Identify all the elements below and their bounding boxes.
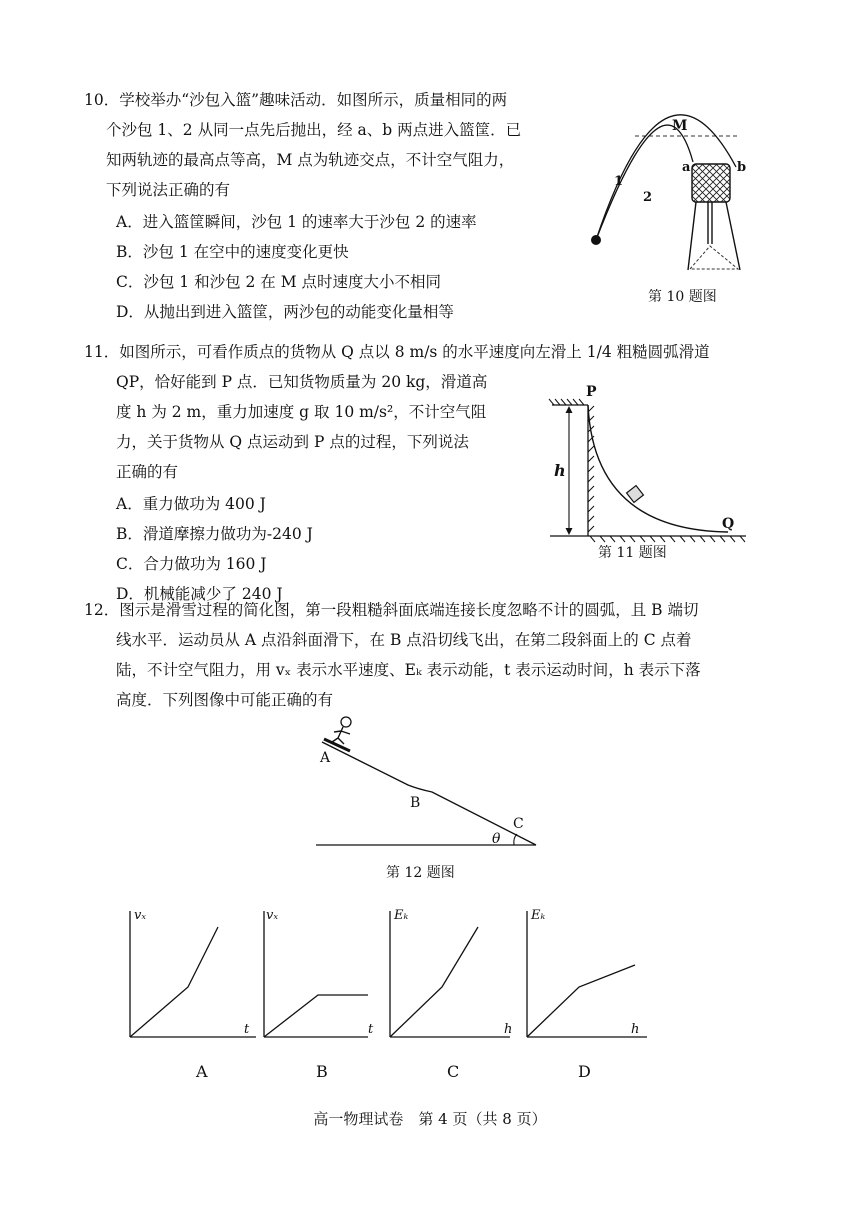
graph-option-label-b: B xyxy=(316,1062,328,1081)
label-theta: θ xyxy=(492,831,501,847)
graph-d-ylabel: Eₖ xyxy=(531,908,546,923)
q10-line-3: 知两轨迹的最高点等高，M 点为轨迹交点，不计空气阻力， xyxy=(106,151,515,169)
arc-slide-qp xyxy=(588,405,728,532)
graph-d-curve xyxy=(527,965,635,1037)
q11-line-5: 正确的有 xyxy=(116,463,179,481)
label-2: 2 xyxy=(643,190,653,205)
graph-b-curve xyxy=(264,995,368,1037)
label-a-point: A xyxy=(320,750,331,766)
q12-option-graph-b[interactable] xyxy=(252,905,392,1045)
q12-line-2: 线水平．运动员从 A 点沿斜面滑下，在 B 点沿切线飞出，在第二段斜面上的 C 点着 xyxy=(116,631,692,649)
q11-line-3: 度 h 为 2 m，重力加速度 g 取 10 m/s²，不计空气阻 xyxy=(116,403,487,421)
q10-option-a[interactable]: A．进入篮筐瞬间，沙包 1 的速率大于沙包 2 的速率 xyxy=(116,213,477,231)
q11-figure xyxy=(550,380,750,540)
q10-line-4: 下列说法正确的有 xyxy=(106,181,231,199)
q11-line-2: QP，恰好能到 P 点．已知货物质量为 20 kg，滑道高 xyxy=(116,373,488,391)
graph-option-label-a: A xyxy=(196,1062,208,1081)
basket xyxy=(692,164,730,202)
graph-a-xlabel: t xyxy=(244,1022,250,1037)
q10-option-b[interactable]: B．沙包 1 在空中的速度变化更快 xyxy=(116,243,349,261)
label-b-point: B xyxy=(410,795,421,811)
top-ledge-hatch xyxy=(549,399,584,405)
graph-c-curve xyxy=(390,927,478,1037)
page-footer: 高一物理试卷 第 4 页（共 8 页） xyxy=(313,1110,547,1128)
cargo-box xyxy=(627,486,644,503)
label-p: P xyxy=(586,384,597,400)
q12-option-graph-a[interactable] xyxy=(118,905,258,1045)
label-q: Q xyxy=(722,516,735,532)
graph-option-label-c: C xyxy=(447,1062,460,1081)
q10-option-d[interactable]: D．从抛出到进入篮筐，两沙包的动能变化量相等 xyxy=(116,303,454,321)
q11-line-4: 力，关于货物从 Q 点运动到 P 点的过程，下列说法 xyxy=(116,433,469,451)
q12-line-3: 陆，不计空气阻力，用 vₓ 表示水平速度、Eₖ 表示动能，t 表示运动时间，h 表示下落 xyxy=(116,661,701,679)
q10-figure-caption: 第 10 题图 xyxy=(648,289,717,305)
q12-option-graph-d[interactable] xyxy=(515,905,655,1045)
graph-a-curve xyxy=(130,927,218,1037)
graph-option-label-d: D xyxy=(578,1062,591,1081)
q10-line-2: 个沙包 1、2 从同一点先后抛出，经 a、b 两点进入篮筐．已 xyxy=(106,121,522,139)
q12-line-4: 高度．下列图像中可能正确的有 xyxy=(116,691,334,709)
label-b: b xyxy=(737,160,747,175)
q11-line-1: 11．如图所示，可看作质点的货物从 Q 点以 8 m/s 的水平速度向左滑上 1/4 粗糙圆弧滑道 xyxy=(84,343,710,361)
stand-base-dashed xyxy=(690,246,738,269)
q12-figure xyxy=(310,712,550,852)
graph-a-ylabel: vₓ xyxy=(134,908,146,923)
graph-c-xlabel: h xyxy=(504,1022,513,1037)
graph-c-ylabel: Eₖ xyxy=(394,908,409,923)
label-m: M xyxy=(672,118,688,134)
graph-d-xlabel: h xyxy=(631,1022,640,1037)
q12-figure-caption: 第 12 题图 xyxy=(386,865,455,881)
q10-figure xyxy=(580,112,780,287)
q12-option-graph-c[interactable] xyxy=(378,905,518,1045)
trajectory-2 xyxy=(596,125,693,240)
launch-point-dot xyxy=(591,235,601,245)
q10-option-c[interactable]: C．沙包 1 和沙包 2 在 M 点时速度大小不相同 xyxy=(116,273,442,291)
wall-hatch xyxy=(588,406,594,532)
basket-stand xyxy=(688,202,740,270)
q10-line-1: 10．学校举办“沙包入篮”趣味活动．如图所示，质量相同的两 xyxy=(84,91,508,109)
graph-b-xlabel: t xyxy=(368,1022,374,1037)
q11-option-a[interactable]: A．重力做功为 400 J xyxy=(116,495,266,513)
slope-profile xyxy=(322,742,536,845)
label-h: h xyxy=(554,461,566,480)
skier-figure xyxy=(324,717,351,751)
graph-b-ylabel: vₓ xyxy=(266,908,278,923)
q11-option-c[interactable]: C．合力做功为 160 J xyxy=(116,555,267,573)
q11-option-b[interactable]: B．滑道摩擦力做功为-240 J xyxy=(116,525,313,543)
label-c-point: C xyxy=(513,816,524,832)
q11-option-d[interactable]: D．机械能减少了 240 J xyxy=(116,585,283,603)
q11-figure-caption: 第 11 题图 xyxy=(598,545,667,561)
label-1: 1 xyxy=(614,174,624,189)
label-a: a xyxy=(682,160,691,175)
q12-line-1: 12．图示是滑雪过程的简化图，第一段粗糙斜面底端连接长度忽略不计的圆弧，且 B 端切 xyxy=(84,601,699,619)
